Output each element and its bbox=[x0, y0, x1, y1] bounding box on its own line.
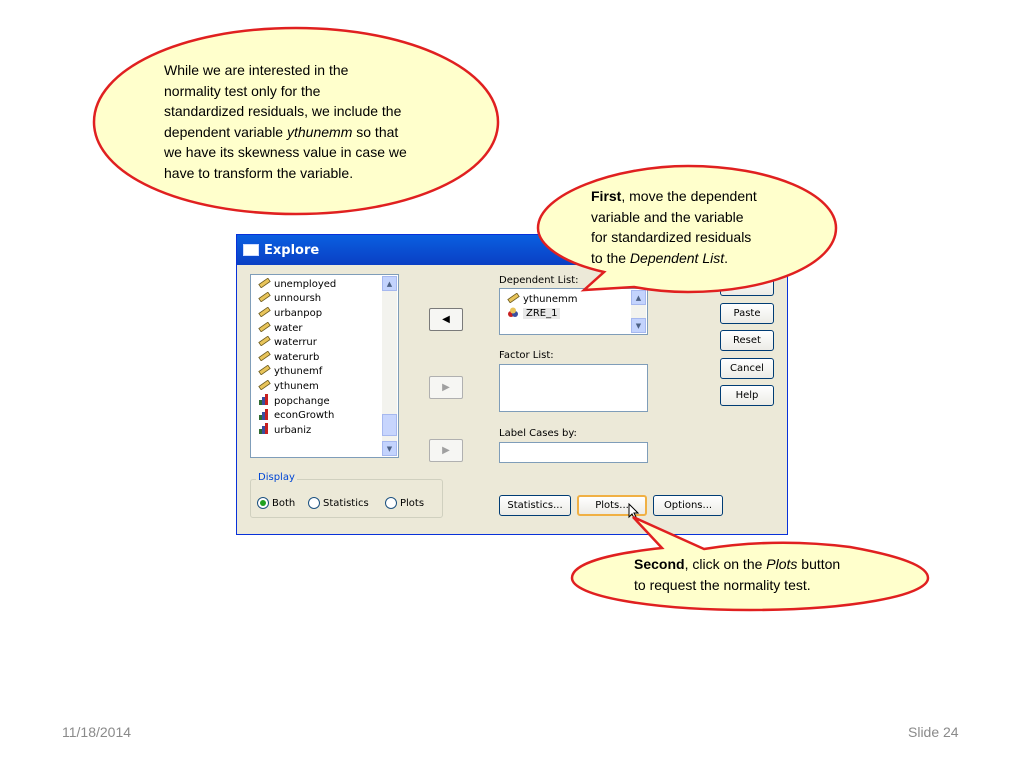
callout-line: While we are interested in the bbox=[164, 62, 349, 78]
callout-line: to request the normality test. bbox=[634, 576, 811, 593]
list-item-label: ZRE_1 bbox=[523, 308, 560, 319]
list-item-label: popchange bbox=[274, 395, 330, 407]
callout-line: normality test only for the bbox=[164, 82, 321, 99]
list-item-label: waterurb bbox=[274, 351, 320, 363]
slide-number: Slide 24 bbox=[908, 724, 959, 740]
reset-button[interactable]: Reset bbox=[720, 330, 774, 351]
label-cases-label: Label Cases by: bbox=[499, 428, 577, 439]
dialog-title: Explore bbox=[264, 242, 320, 258]
callout-line: we have its skewness value in case we bbox=[164, 144, 407, 160]
list-item-label: unnoursh bbox=[274, 293, 322, 305]
callout-line: standardized residuals, we include the bbox=[164, 103, 402, 119]
list-item-label: ythunemm bbox=[523, 293, 578, 305]
radio-both-label: Both bbox=[272, 497, 296, 509]
scroll-down-button[interactable]: ▼ bbox=[382, 441, 397, 456]
callout-text-span: , move the dependent bbox=[621, 188, 757, 204]
options-button[interactable]: Options... bbox=[653, 495, 723, 516]
scroll-up-button[interactable]: ▲ bbox=[631, 290, 646, 305]
callout-text-span: . bbox=[724, 249, 728, 266]
scroll-down-button[interactable]: ▼ bbox=[631, 318, 646, 333]
statistics-button[interactable]: Statistics... bbox=[499, 495, 571, 516]
callout-text-span: , click on the bbox=[684, 556, 767, 572]
list-item-label: water bbox=[274, 322, 303, 334]
callout-bold: First bbox=[591, 188, 622, 204]
callout-emphasis: Dependent List bbox=[629, 249, 725, 266]
list-item-label: urbanpop bbox=[274, 307, 323, 319]
radio-statistics-label: Statistics bbox=[323, 497, 369, 509]
callout-line: have to transform the variable. bbox=[164, 164, 354, 181]
callout-bold: Second bbox=[634, 556, 685, 572]
dependent-list-label: Dependent List: bbox=[499, 275, 579, 286]
callout-text-span: button bbox=[797, 556, 841, 572]
callout-line: variable and the variable bbox=[591, 208, 744, 225]
slide-date: 11/18/2014 bbox=[62, 724, 132, 740]
callout-emphasis: Plots bbox=[766, 556, 798, 572]
callout-line bbox=[591, 186, 757, 207]
list-item-label: ythunem bbox=[274, 380, 319, 392]
callout-line bbox=[164, 122, 407, 143]
paste-button[interactable]: Paste bbox=[720, 303, 774, 324]
callout-line bbox=[591, 248, 757, 269]
callout-text-span: so that bbox=[352, 123, 399, 140]
callout-first-text bbox=[591, 186, 757, 268]
plots-button[interactable]: Plots... bbox=[577, 495, 647, 516]
scroll-up-button[interactable]: ▲ bbox=[382, 276, 397, 291]
arrow-right-icon: ▶ bbox=[442, 382, 450, 393]
help-button[interactable]: Help bbox=[720, 385, 774, 406]
arrow-right-icon: ▶ bbox=[442, 445, 450, 456]
callout-line: for standardized residuals bbox=[591, 229, 752, 245]
list-item-label: urbaniz bbox=[274, 424, 312, 436]
factor-list-label: Factor List: bbox=[499, 350, 554, 361]
callout-line bbox=[634, 554, 840, 575]
callout-emphasis: ythunemm bbox=[287, 123, 353, 140]
callout-text-span: to the bbox=[591, 249, 630, 266]
callout-text-span: dependent variable bbox=[164, 123, 287, 140]
cancel-button[interactable]: Cancel bbox=[720, 358, 774, 379]
arrow-left-icon: ◀ bbox=[442, 314, 450, 325]
callout-second-text bbox=[634, 554, 840, 595]
radio-plots-label: Plots bbox=[400, 497, 425, 509]
list-item-label: waterrur bbox=[274, 337, 317, 349]
list-item-label: ythunemf bbox=[274, 366, 323, 378]
list-item-label: unemployed bbox=[274, 278, 337, 290]
display-legend: Display bbox=[258, 472, 295, 483]
callout-top-text bbox=[164, 60, 407, 183]
list-item-label: econGrowth bbox=[274, 410, 335, 422]
